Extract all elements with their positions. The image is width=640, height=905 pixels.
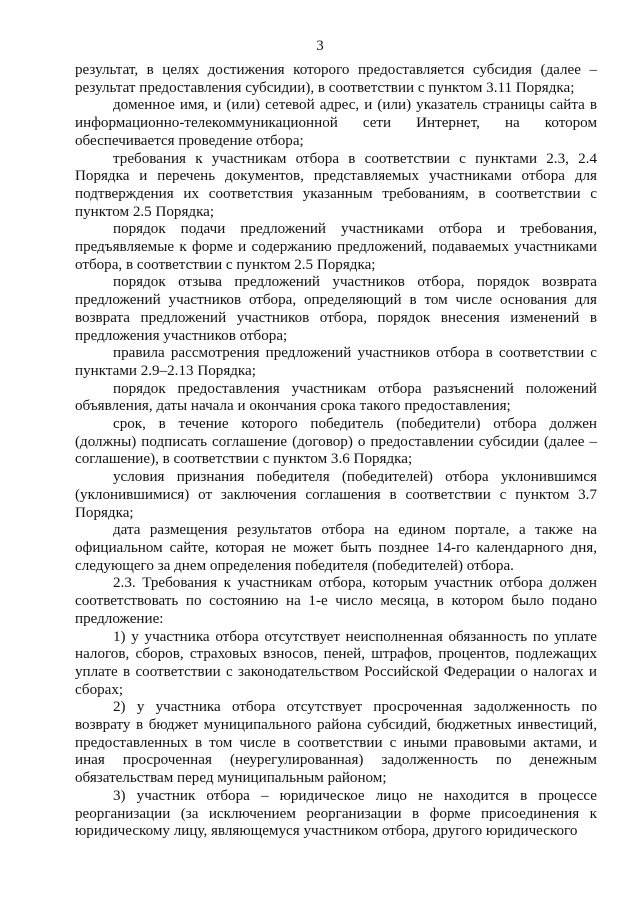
paragraph: порядок подачи предложений участниками отбора и требования, предъявляемые к форме и содержанию предложений, подаваемых участниками отбора, в соответствии с пунктом 2.5 Порядка; — [75, 221, 597, 273]
paragraph: срок, в течение которого победитель (победители) отбора должен (должны) подписать соглашение (договор) о предоставлении субсидии (далее – соглашение), в соответствии с пунктом 3.6 Порядка; — [75, 416, 597, 468]
paragraph: требования к участникам отбора в соответствии с пунктами 2.3, 2.4 Порядка и перечень документов, представляемых участниками отбора для подтверждения их соответствия указанным требованиям, в соответствии с пунктом 2.5 Порядка; — [75, 150, 597, 220]
paragraph: порядок отзыва предложений участников отбора, порядок возврата предложений участников отбора, определяющий в том числе основания для возврата предложений участников отбора, порядок внесения изменений в предложения участников отбора; — [75, 274, 597, 344]
paragraph: порядок предоставления участникам отбора разъяснений положений объявления, даты начала и окончания срока такого предоставления; — [75, 380, 597, 415]
document-body — [75, 62, 597, 841]
list-item: 3) участник отбора – юридическое лицо не находится в процессе реорганизации (за исключением реорганизации в форме присоединения к юридическому лицу, являющемуся участником отбора, другого юридического — [75, 787, 597, 840]
paragraph: условия признания победителя (победителей) отбора уклонившимся (уклонившимися) от заключения соглашения в соответствии с пунктом 3.7 Порядка; — [75, 469, 597, 521]
section-heading-paragraph: 2.3. Требования к участникам отбора, которым участник отбора должен соответствовать по состоянию на 1-е число месяца, в котором было подано предложение: — [75, 575, 597, 627]
page-number: 3 — [316, 38, 324, 54]
paragraph: дата размещения результатов отбора на едином портале, а также на официальном сайте, которая не может быть позднее 14-го календарного дня, следующего за днем определения победителя (победителей) отбора. — [75, 522, 597, 574]
paragraph: правила рассмотрения предложений участников отбора в соответствии с пунктами 2.9–2.13 Порядка; — [75, 345, 597, 379]
paragraph: результат, в целях достижения которого предоставляется субсидия (далее – результат предоставления субсидии), в соответствии с пунктом 3.11 Порядка; — [75, 62, 597, 96]
paragraph: доменное имя, и (или) сетевой адрес, и (или) указатель страницы сайта в информационно-телекоммуникационной сети Интернет, на котором обеспечивается проведение отбора; — [75, 97, 597, 149]
list-item: 1) у участника отбора отсутствует неисполненная обязанность по уплате налогов, сборов, страховых взносов, пеней, штрафов, процентов, подлежащих уплате в соответствии с законодательством Российской Федерации о налогах и сборах; — [75, 628, 597, 698]
list-item: 2) у участника отбора отсутствует просроченная задолженность по возврату в бюджет муниципального района субсидий, бюджетных инвестиций, предоставленных в том числе в соответствии с иными правовыми актами, и иная просроченная (неурегулированная) задолженность по денежным обязательствам перед муниципальным районом; — [75, 699, 597, 787]
